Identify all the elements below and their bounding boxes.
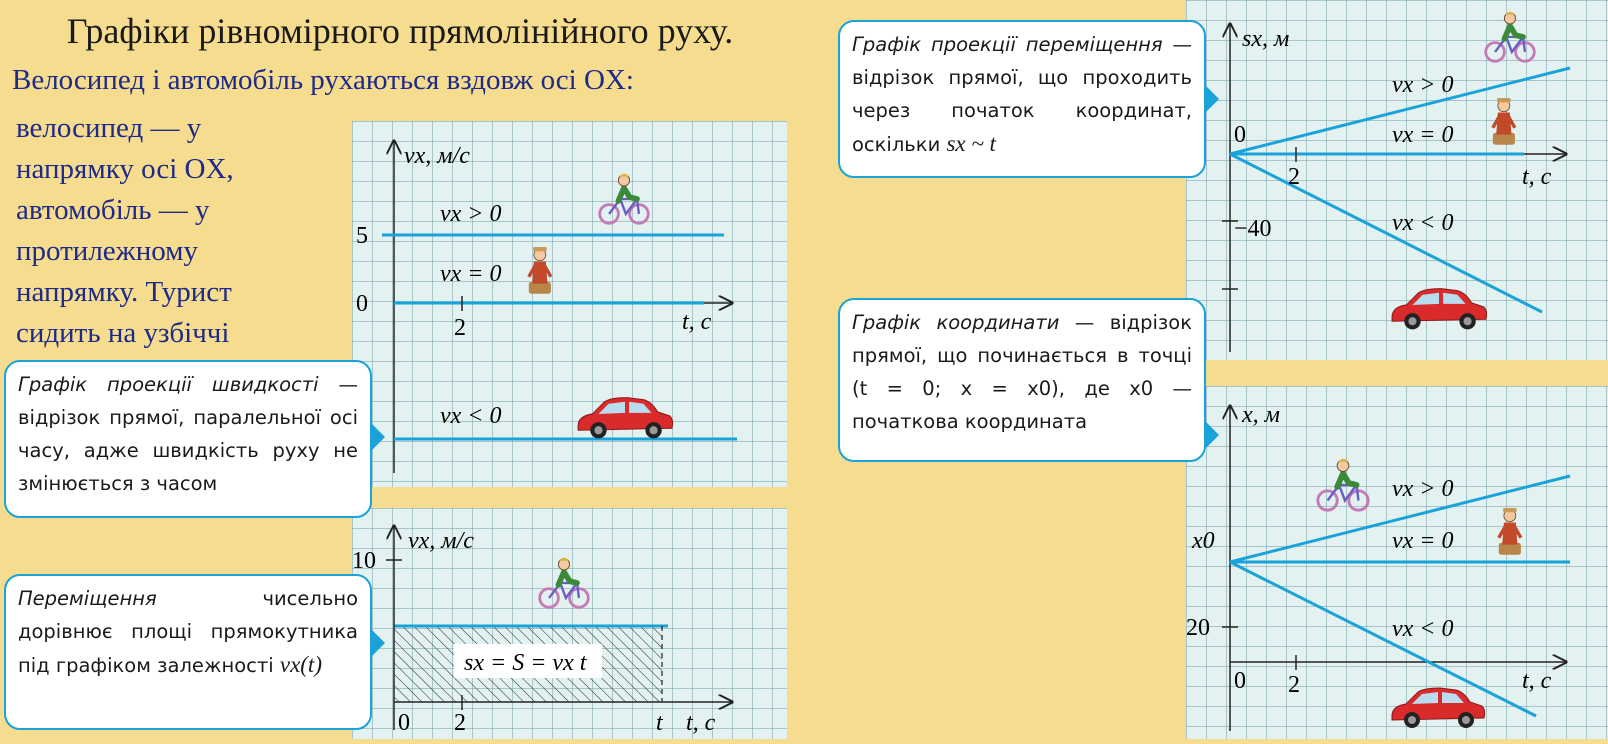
callout-text: — відрізок прямої, що починається в точці (t = 0; x = x0), де x0 — початкова координата <box>852 311 1192 433</box>
y-tick-label: 10 <box>352 548 376 574</box>
red-car-icon <box>1392 289 1487 330</box>
callout-emphasis: Графік координати <box>852 311 1060 334</box>
y-axis-label: x, м <box>1242 402 1280 428</box>
series-label-vx-positive: vx > 0 <box>1392 72 1454 98</box>
x-tick-label: 2 <box>1288 164 1300 190</box>
x-axis-label: t, с <box>1522 668 1552 694</box>
displacement-area-graph <box>352 508 787 739</box>
x-tick-label: 2 <box>1288 672 1300 698</box>
displacement-graph-panel <box>1186 0 1608 360</box>
series-label-vx-positive: vx > 0 <box>440 201 502 227</box>
y-tick-label: −40 <box>1234 216 1272 242</box>
page-subtitle: Велосипед і автомобіль рухаються вздовж осі OX: <box>12 64 634 96</box>
area-formula: sx = S = vx t <box>464 650 587 676</box>
red-car-icon <box>1392 688 1485 728</box>
x-tick-label: 2 <box>454 710 466 736</box>
callout-displacement <box>838 20 1206 178</box>
series-label-vx-zero: vx = 0 <box>1392 528 1454 554</box>
velocity-graph-panel <box>352 121 787 487</box>
series-label-vx-negative: vx < 0 <box>1392 616 1454 642</box>
velocity-graph <box>352 121 787 487</box>
displacement-graph <box>1186 0 1608 360</box>
series-label-vx-zero: vx = 0 <box>440 261 502 287</box>
y-tick-label: 0 <box>356 291 368 317</box>
sitting-tourist-icon <box>1499 508 1521 555</box>
callout-pointer <box>1206 422 1219 448</box>
callout-velocity <box>4 360 372 518</box>
callout-formula: vx(t) <box>279 652 322 677</box>
y-tick-label: 5 <box>356 223 368 249</box>
series-label-vx-negative: vx < 0 <box>440 403 502 429</box>
bicycle-rider-icon <box>600 174 649 223</box>
y-axis-label: sx, м <box>1242 26 1290 52</box>
callout-formula: sx ~ t <box>946 131 996 156</box>
y-axis-label: vx, м/с <box>408 528 474 554</box>
callout-emphasis: Переміщення <box>18 587 157 610</box>
bicycle-rider-icon <box>540 558 589 607</box>
displacement-area-panel <box>352 508 787 739</box>
page-title: Графіки рівномірного прямолінійного руху. <box>66 11 734 51</box>
intro-line: напрямку осі OX, <box>16 153 234 185</box>
x-tick-label: t <box>656 710 663 736</box>
y-tick-label: x0 <box>1192 528 1215 554</box>
callout-emphasis: Графік проекції переміщення <box>852 33 1163 56</box>
x-axis-label: t, с <box>682 309 712 335</box>
x-tick-label: 0 <box>1234 668 1246 694</box>
red-car-icon <box>578 398 673 439</box>
callout-coordinate <box>838 298 1206 462</box>
callout-text: чисельно дорівнює площі прямокутника під графіком залежності <box>18 587 358 677</box>
coordinate-graph-panel <box>1186 386 1608 739</box>
callout-pointer <box>1206 86 1219 112</box>
intro-text <box>16 108 336 354</box>
intro-line: протилежному <box>16 235 199 267</box>
x-axis-label: t, с <box>686 710 716 736</box>
series-label-vx-zero: vx = 0 <box>1392 122 1454 148</box>
callout-pointer <box>372 424 385 450</box>
y-tick-label: 20 <box>1186 615 1210 641</box>
sitting-tourist-icon <box>1493 98 1515 145</box>
line-vx-negative <box>1230 154 1542 312</box>
bicycle-rider-icon <box>1486 12 1535 61</box>
intro-line: напрямку. Турист <box>16 276 232 308</box>
intro-line: автомобіль — у <box>16 194 210 226</box>
intro-line: велосипед — у <box>16 112 202 144</box>
intro-line: сидить на узбіччі <box>16 317 230 349</box>
callout-text: — відрізок прямої, паралельної осі часу, адже швидкість руху не змінюється з часом <box>18 373 358 495</box>
callout-text: — відрізок прямої, що проходить через початок координат, оскільки <box>852 33 1192 156</box>
line-vx-negative <box>1230 562 1536 716</box>
x-axis-label: t, с <box>1522 164 1552 190</box>
callout-emphasis: Графік проекції швидкості <box>18 373 319 396</box>
x-tick-label: 2 <box>454 315 466 341</box>
bicycle-rider-icon <box>1318 459 1368 510</box>
callout-pointer <box>372 630 385 656</box>
series-label-vx-positive: vx > 0 <box>1392 476 1454 502</box>
sitting-tourist-icon <box>529 247 551 294</box>
series-label-vx-negative: vx < 0 <box>1392 210 1454 236</box>
callout-displacement-area <box>4 574 372 730</box>
coordinate-graph <box>1186 386 1608 739</box>
origin-label: 0 <box>1234 122 1246 148</box>
x-tick-label: 0 <box>398 710 410 736</box>
y-axis-label: vx, м/с <box>404 143 470 169</box>
